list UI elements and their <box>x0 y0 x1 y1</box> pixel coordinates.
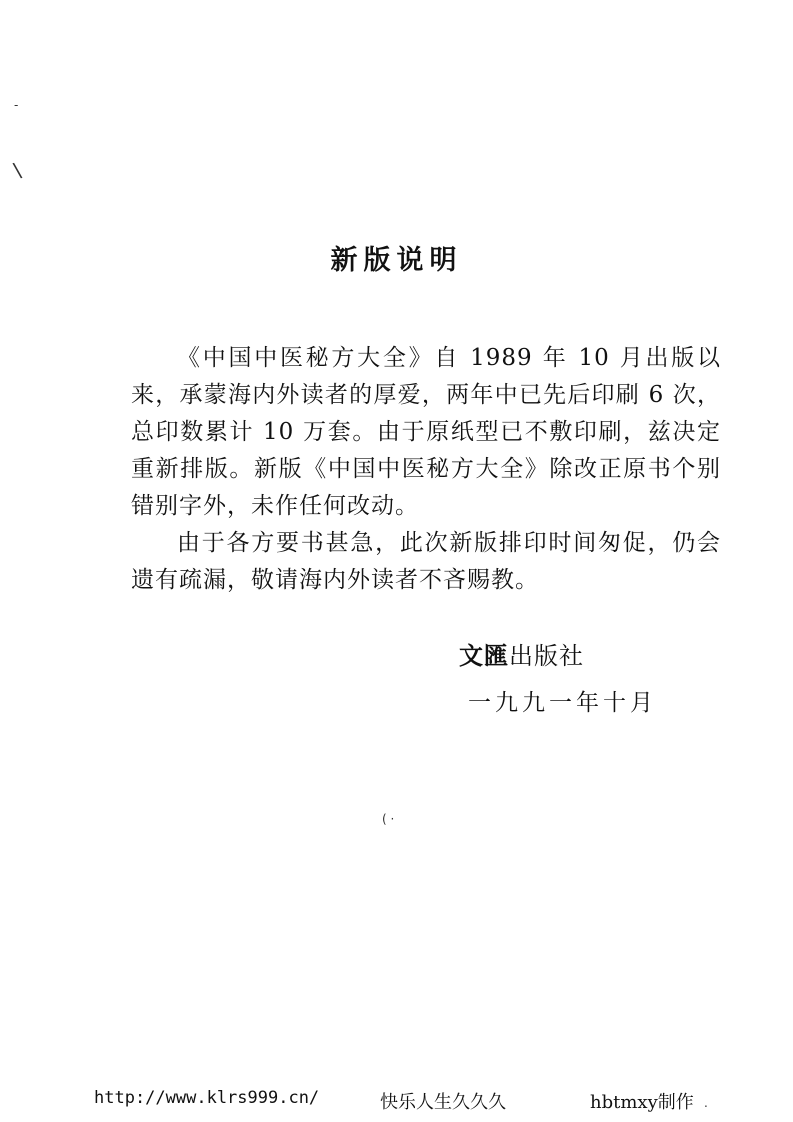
publisher-brand: 文匯 <box>459 642 509 670</box>
body-text <box>131 340 721 599</box>
footer-url: http://www.klrs999.cn/ <box>94 1088 320 1108</box>
paragraph: 由于各方要书甚急，此次新版排印时间匆促，仍会遗有疏漏，敬请海内外读者不吝赐教。 <box>131 530 721 593</box>
scan-mark: . <box>704 1096 708 1110</box>
publication-date: 一九九一年十月 <box>468 690 657 716</box>
footer-slogan: 快乐人生久久久 <box>380 1092 506 1113</box>
paragraph: 《中国中医秘方大全》自 1989 年 10 月出版以来，承蒙海内外读者的厚爱，两年中已先后印刷 6 次，总印数累计 10 万套。由于原纸型已不敷印刷，兹决定重新排版。新版《中国中医秘方大全》除改正原书个别错别字外，未作任何改动。 <box>131 345 721 519</box>
footer <box>0 1088 793 1112</box>
scan-mark: ( · <box>382 812 395 826</box>
scan-mark: \ <box>11 157 24 183</box>
footer-credit: hbtmxy制作 <box>590 1092 694 1113</box>
page-title: 新版说明 <box>330 245 463 276</box>
publisher-name: 出版社 <box>509 642 584 670</box>
publisher-signature <box>459 636 584 671</box>
scan-mark: - <box>14 98 19 112</box>
